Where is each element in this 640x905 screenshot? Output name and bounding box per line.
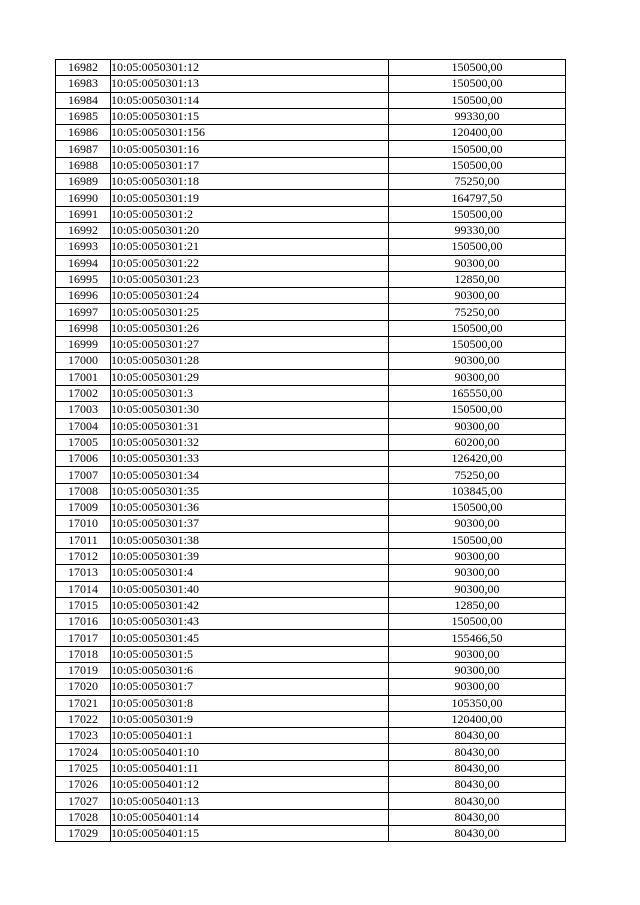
row-number-cell: 17024 xyxy=(56,744,111,760)
cadastral-number-cell: 10:05:0050301:17 xyxy=(111,157,389,173)
table-row xyxy=(56,467,566,483)
row-number-cell: 16990 xyxy=(56,190,111,206)
amount-cell: 75250,00 xyxy=(389,174,566,190)
table-row xyxy=(56,548,566,564)
table-row xyxy=(56,728,566,744)
amount-cell: 164797,50 xyxy=(389,190,566,206)
amount-cell: 12850,00 xyxy=(389,597,566,613)
cadastral-number-cell: 10:05:0050301:4 xyxy=(111,565,389,581)
row-number-cell: 16996 xyxy=(56,288,111,304)
table-row xyxy=(56,190,566,206)
row-number-cell: 17023 xyxy=(56,728,111,744)
cadastral-number-cell: 10:05:0050401:12 xyxy=(111,777,389,793)
table-row xyxy=(56,695,566,711)
row-number-cell: 16986 xyxy=(56,125,111,141)
table-row xyxy=(56,614,566,630)
cadastral-number-cell: 10:05:0050301:21 xyxy=(111,239,389,255)
table-row xyxy=(56,744,566,760)
table-row xyxy=(56,337,566,353)
table-row xyxy=(56,630,566,646)
cadastral-number-cell: 10:05:0050301:35 xyxy=(111,483,389,499)
table-row xyxy=(56,141,566,157)
row-number-cell: 17013 xyxy=(56,565,111,581)
amount-cell: 75250,00 xyxy=(389,304,566,320)
cadastral-number-cell: 10:05:0050301:29 xyxy=(111,369,389,385)
cadastral-number-cell: 10:05:0050301:8 xyxy=(111,695,389,711)
cadastral-number-cell: 10:05:0050301:32 xyxy=(111,434,389,450)
cadastral-number-cell: 10:05:0050301:13 xyxy=(111,76,389,92)
cadastral-number-cell: 10:05:0050301:9 xyxy=(111,711,389,727)
amount-cell: 150500,00 xyxy=(389,239,566,255)
amount-cell: 90300,00 xyxy=(389,646,566,662)
row-number-cell: 17022 xyxy=(56,711,111,727)
table-row xyxy=(56,239,566,255)
amount-cell: 80430,00 xyxy=(389,777,566,793)
row-number-cell: 16995 xyxy=(56,271,111,287)
cadastral-number-cell: 10:05:0050301:31 xyxy=(111,418,389,434)
cadastral-number-cell: 10:05:0050301:14 xyxy=(111,92,389,108)
row-number-cell: 16989 xyxy=(56,174,111,190)
table-row xyxy=(56,288,566,304)
table-row xyxy=(56,809,566,825)
row-number-cell: 16991 xyxy=(56,206,111,222)
amount-cell: 150500,00 xyxy=(389,614,566,630)
amount-cell: 80430,00 xyxy=(389,793,566,809)
registry-table xyxy=(55,59,566,842)
row-number-cell: 17025 xyxy=(56,760,111,776)
table-row xyxy=(56,483,566,499)
amount-cell: 90300,00 xyxy=(389,353,566,369)
row-number-cell: 16983 xyxy=(56,76,111,92)
table-row xyxy=(56,679,566,695)
cadastral-number-cell: 10:05:0050401:15 xyxy=(111,825,389,841)
table-row xyxy=(56,353,566,369)
table-row xyxy=(56,516,566,532)
cadastral-number-cell: 10:05:0050301:6 xyxy=(111,662,389,678)
table-row xyxy=(56,451,566,467)
cadastral-number-cell: 10:05:0050301:43 xyxy=(111,614,389,630)
amount-cell: 90300,00 xyxy=(389,581,566,597)
table-row xyxy=(56,565,566,581)
table-row xyxy=(56,434,566,450)
table-row xyxy=(56,271,566,287)
amount-cell: 75250,00 xyxy=(389,467,566,483)
row-number-cell: 16987 xyxy=(56,141,111,157)
table-row xyxy=(56,222,566,238)
amount-cell: 80430,00 xyxy=(389,809,566,825)
cadastral-number-cell: 10:05:0050301:15 xyxy=(111,108,389,124)
cadastral-number-cell: 10:05:0050301:45 xyxy=(111,630,389,646)
row-number-cell: 17021 xyxy=(56,695,111,711)
table-row xyxy=(56,793,566,809)
table-row xyxy=(56,777,566,793)
row-number-cell: 17002 xyxy=(56,385,111,401)
row-number-cell: 17015 xyxy=(56,597,111,613)
table-row xyxy=(56,825,566,841)
cadastral-number-cell: 10:05:0050301:20 xyxy=(111,222,389,238)
row-number-cell: 17001 xyxy=(56,369,111,385)
row-number-cell: 16988 xyxy=(56,157,111,173)
amount-cell: 90300,00 xyxy=(389,516,566,532)
amount-cell: 90300,00 xyxy=(389,255,566,271)
cadastral-number-cell: 10:05:0050401:13 xyxy=(111,793,389,809)
cadastral-number-cell: 10:05:0050301:37 xyxy=(111,516,389,532)
cadastral-number-cell: 10:05:0050301:25 xyxy=(111,304,389,320)
amount-cell: 99330,00 xyxy=(389,222,566,238)
row-number-cell: 16994 xyxy=(56,255,111,271)
row-number-cell: 17018 xyxy=(56,646,111,662)
row-number-cell: 17011 xyxy=(56,532,111,548)
amount-cell: 60200,00 xyxy=(389,434,566,450)
table-row xyxy=(56,597,566,613)
amount-cell: 150500,00 xyxy=(389,141,566,157)
table-row xyxy=(56,581,566,597)
amount-cell: 90300,00 xyxy=(389,548,566,564)
row-number-cell: 17029 xyxy=(56,825,111,841)
table-row xyxy=(56,662,566,678)
row-number-cell: 17014 xyxy=(56,581,111,597)
row-number-cell: 17026 xyxy=(56,777,111,793)
cadastral-number-cell: 10:05:0050301:16 xyxy=(111,141,389,157)
amount-cell: 150500,00 xyxy=(389,337,566,353)
row-number-cell: 16998 xyxy=(56,320,111,336)
amount-cell: 150500,00 xyxy=(389,206,566,222)
cadastral-number-cell: 10:05:0050301:33 xyxy=(111,451,389,467)
table-row xyxy=(56,760,566,776)
row-number-cell: 16997 xyxy=(56,304,111,320)
amount-cell: 150500,00 xyxy=(389,76,566,92)
row-number-cell: 16982 xyxy=(56,60,111,76)
cadastral-number-cell: 10:05:0050301:2 xyxy=(111,206,389,222)
cadastral-number-cell: 10:05:0050301:12 xyxy=(111,60,389,76)
row-number-cell: 17008 xyxy=(56,483,111,499)
row-number-cell: 17027 xyxy=(56,793,111,809)
row-number-cell: 17028 xyxy=(56,809,111,825)
row-number-cell: 16992 xyxy=(56,222,111,238)
amount-cell: 150500,00 xyxy=(389,532,566,548)
table-row xyxy=(56,500,566,516)
amount-cell: 90300,00 xyxy=(389,369,566,385)
cadastral-number-cell: 10:05:0050301:26 xyxy=(111,320,389,336)
amount-cell: 150500,00 xyxy=(389,320,566,336)
cadastral-number-cell: 10:05:0050301:28 xyxy=(111,353,389,369)
table-row xyxy=(56,108,566,124)
table-row xyxy=(56,304,566,320)
amount-cell: 90300,00 xyxy=(389,662,566,678)
amount-cell: 80430,00 xyxy=(389,825,566,841)
table-row xyxy=(56,532,566,548)
table-row xyxy=(56,385,566,401)
cadastral-number-cell: 10:05:0050301:18 xyxy=(111,174,389,190)
cadastral-number-cell: 10:05:0050301:38 xyxy=(111,532,389,548)
table-row xyxy=(56,206,566,222)
table-row xyxy=(56,255,566,271)
amount-cell: 150500,00 xyxy=(389,157,566,173)
amount-cell: 90300,00 xyxy=(389,679,566,695)
cadastral-number-cell: 10:05:0050401:10 xyxy=(111,744,389,760)
amount-cell: 80430,00 xyxy=(389,728,566,744)
amount-cell: 103845,00 xyxy=(389,483,566,499)
cadastral-number-cell: 10:05:0050301:7 xyxy=(111,679,389,695)
amount-cell: 105350,00 xyxy=(389,695,566,711)
registry-table-body xyxy=(56,60,566,842)
table-row xyxy=(56,174,566,190)
cadastral-number-cell: 10:05:0050301:3 xyxy=(111,385,389,401)
row-number-cell: 17020 xyxy=(56,679,111,695)
cadastral-number-cell: 10:05:0050301:36 xyxy=(111,500,389,516)
table-row xyxy=(56,402,566,418)
table-row xyxy=(56,60,566,76)
row-number-cell: 16985 xyxy=(56,108,111,124)
table-row xyxy=(56,418,566,434)
cadastral-number-cell: 10:05:0050301:40 xyxy=(111,581,389,597)
table-row xyxy=(56,320,566,336)
table-row xyxy=(56,369,566,385)
cadastral-number-cell: 10:05:0050301:19 xyxy=(111,190,389,206)
cadastral-number-cell: 10:05:0050301:22 xyxy=(111,255,389,271)
amount-cell: 165550,00 xyxy=(389,385,566,401)
row-number-cell: 17007 xyxy=(56,467,111,483)
table-row xyxy=(56,157,566,173)
cadastral-number-cell: 10:05:0050401:11 xyxy=(111,760,389,776)
amount-cell: 150500,00 xyxy=(389,500,566,516)
amount-cell: 90300,00 xyxy=(389,418,566,434)
cadastral-number-cell: 10:05:0050301:39 xyxy=(111,548,389,564)
cadastral-number-cell: 10:05:0050301:42 xyxy=(111,597,389,613)
row-number-cell: 17012 xyxy=(56,548,111,564)
cadastral-number-cell: 10:05:0050301:156 xyxy=(111,125,389,141)
row-number-cell: 17004 xyxy=(56,418,111,434)
amount-cell: 126420,00 xyxy=(389,451,566,467)
table-row xyxy=(56,92,566,108)
row-number-cell: 16999 xyxy=(56,337,111,353)
cadastral-number-cell: 10:05:0050301:23 xyxy=(111,271,389,287)
cadastral-number-cell: 10:05:0050401:1 xyxy=(111,728,389,744)
cadastral-number-cell: 10:05:0050301:27 xyxy=(111,337,389,353)
amount-cell: 150500,00 xyxy=(389,92,566,108)
amount-cell: 155466,50 xyxy=(389,630,566,646)
amount-cell: 150500,00 xyxy=(389,402,566,418)
table-row xyxy=(56,646,566,662)
row-number-cell: 17016 xyxy=(56,614,111,630)
amount-cell: 80430,00 xyxy=(389,744,566,760)
amount-cell: 99330,00 xyxy=(389,108,566,124)
row-number-cell: 17017 xyxy=(56,630,111,646)
amount-cell: 120400,00 xyxy=(389,711,566,727)
row-number-cell: 17003 xyxy=(56,402,111,418)
cadastral-number-cell: 10:05:0050301:5 xyxy=(111,646,389,662)
row-number-cell: 17009 xyxy=(56,500,111,516)
amount-cell: 12850,00 xyxy=(389,271,566,287)
cadastral-number-cell: 10:05:0050301:34 xyxy=(111,467,389,483)
table-row xyxy=(56,76,566,92)
row-number-cell: 17010 xyxy=(56,516,111,532)
cadastral-number-cell: 10:05:0050301:24 xyxy=(111,288,389,304)
row-number-cell: 16984 xyxy=(56,92,111,108)
amount-cell: 120400,00 xyxy=(389,125,566,141)
table-row xyxy=(56,711,566,727)
row-number-cell: 16993 xyxy=(56,239,111,255)
row-number-cell: 17019 xyxy=(56,662,111,678)
row-number-cell: 17005 xyxy=(56,434,111,450)
cadastral-number-cell: 10:05:0050401:14 xyxy=(111,809,389,825)
row-number-cell: 17006 xyxy=(56,451,111,467)
amount-cell: 150500,00 xyxy=(389,60,566,76)
amount-cell: 90300,00 xyxy=(389,288,566,304)
amount-cell: 80430,00 xyxy=(389,760,566,776)
table-row xyxy=(56,125,566,141)
row-number-cell: 17000 xyxy=(56,353,111,369)
cadastral-number-cell: 10:05:0050301:30 xyxy=(111,402,389,418)
amount-cell: 90300,00 xyxy=(389,565,566,581)
